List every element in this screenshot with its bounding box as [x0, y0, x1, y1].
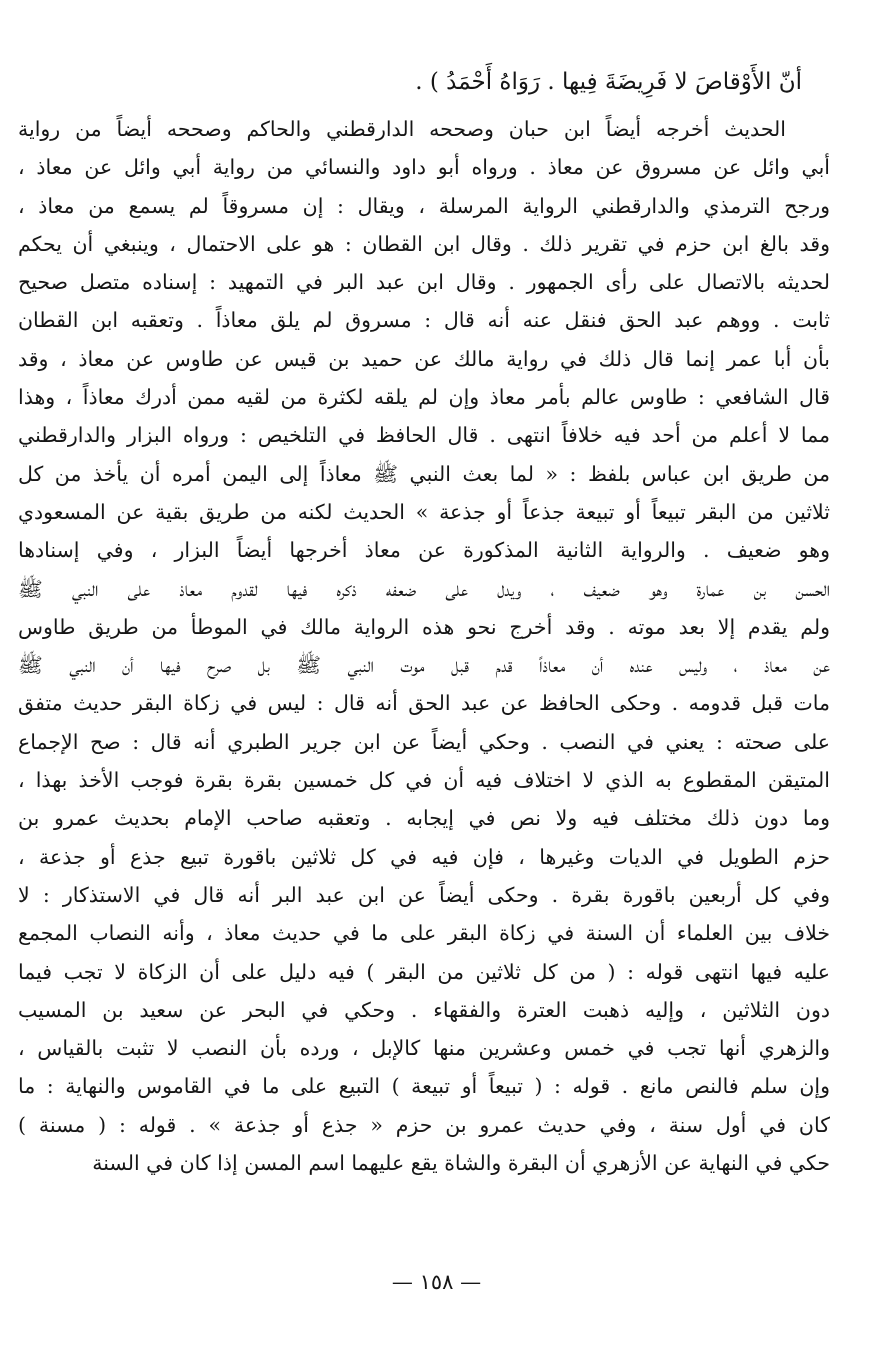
page-number: — ١٥٨ —: [391, 1270, 482, 1294]
text-line: المتيقن المقطوع به الذي لا اختلاف فيه أن في كل خمسين بقرة بقرة فوجب الأخذ بهذا ،: [18, 768, 830, 793]
text-line: وهو ضعيف . والرواية الثانية المذكورة عن معاذ أخرجها أيضاً البزار ، وفي إسنادها: [18, 538, 830, 563]
text-line: بأن أبا عمر إنما قال ذلك في رواية مالك عن حميد بن قيس عن طاوس عن معاذ ، وقد: [18, 346, 830, 371]
hadith-line: أنّ الأَوْقاصَ لا فَرِيضَةَ فِيها . رَوَاهُ أَحْمَدُ ) .: [415, 69, 802, 95]
text-line: خلاف بين العلماء أن السنة في زكاة البقر على ما في حديث معاذ ، وأنه النصاب المجمع: [18, 921, 830, 946]
text-line: أبي وائل عن مسروق عن معاذ . ورواه أبو داود والنسائي من رواية أبي وائل عن معاذ ،: [18, 155, 830, 180]
text-line: الحديث أخرجه أيضاً ابن حبان وصححه الدارقطني والحاكم وصححه أيضاً من رواية: [18, 117, 786, 141]
text-line: دون الثلاثين ، وإليه ذهبت العترة والفقهاء . وحكي في البحر عن سعيد بن المسيب: [18, 997, 830, 1022]
page-text-block: [18, 62, 830, 1182]
text-line: الحسن بن عمارة وهو ضعيف ، ويدل على ضعفه ذكره فيها لقدوم معاذ على النبي ﷺ: [18, 576, 830, 601]
text-line: عليه فيها انتهى قوله : ( من كل ثلاثين من البقر ) فيه دليل على أن الزكاة لا تجب فيما: [18, 959, 830, 984]
text-line: والزهري أنها تجب في خمس وعشرين منها كالإبل ، ورده بأن النصب لا تثبت بالقياس ،: [18, 1036, 830, 1061]
text-line: عن معاذ ، وليس عنده أن معاذاً قدم قبل موت النبي ﷺ بل صرح فيها أن النبي ﷺ: [18, 653, 830, 678]
text-line: وإن سلم فالنص مانع . قوله : ( تبيعاً أو تبيعة ) التبيع على ما في القاموس والنهاية : ما: [18, 1074, 830, 1099]
text-line: وفي كل أربعين باقورة بقرة . وحكى أيضاً عن ابن عبد البر أنه قال في الاستذكار : لا: [18, 882, 830, 907]
text-line: حزم الطويل في الديات وغيرها ، فإن فيه في كل ثلاثين باقورة تبيع جذع أو جذعة ،: [18, 844, 830, 869]
text-line: مما لا أعلم من أحد فيه خلافاً انتهى . قال الحافظ في التلخيص : ورواه البزار والدارقطني: [18, 423, 830, 448]
text-line: حكي في النهاية عن الأزهري أن البقرة والشاة يقع عليهما اسم المسن إذا كان في السنة: [92, 1151, 830, 1176]
text-line: وقد بالغ ابن حزم في تقرير ذلك . وقال ابن القطان : هو على الاحتمال ، وينبغي أن يحكم: [18, 231, 830, 256]
text-line: لحديثه بالاتصال على رأى الجمهور . وقال ابن عبد البر في التمهيد : إسناده متصل صحيح: [18, 270, 830, 295]
text-line: ثابت . ووهم عبد الحق فنقل عنه أنه قال : مسروق لم يلق معاذاً . وتعقبه ابن القطان: [18, 308, 830, 333]
text-line: ولم يقدم إلا بعد موته . وقد أخرج نحو هذه الرواية مالك في الموطأ من طريق طاوس: [18, 614, 830, 639]
text-line: من طريق ابن عباس بلفظ : « لما بعث النبي ﷺ معاذاً إلى اليمن أمره أن يأخذ من كل: [18, 461, 830, 486]
text-line: كان في أول سنة ، وفي حديث عمرو بن حزم « جذع أو جذعة » . قوله : ( مسنة ): [18, 1112, 830, 1137]
text-line: على صحته : يعني في النصب . وحكي أيضاً عن ابن جرير الطبري أنه قال : صح الإجماع: [18, 729, 830, 754]
text-line: وما دون ذلك مختلف فيه ولا نص في إيجابه . وتعقبه صاحب الإمام بحديث عمرو بن: [18, 806, 830, 831]
text-line: مات قبل قدومه . وحكى الحافظ عن عبد الحق أنه قال : ليس في زكاة البقر حديث متفق: [18, 691, 830, 716]
text-line: ثلاثين من البقر تبيعاً أو تبيعة جذعاً أو جذعة » الحديث لكنه من طريق بقية عن المسعودي: [18, 499, 830, 524]
text-line: قال الشافعي : طاوس عالم بأمر معاذ وإن لم يلقه لكثرة من لقيه ممن أدرك معاذاً ، وهذا: [18, 385, 830, 410]
text-line: ورجح الترمذي والدارقطني الرواية المرسلة ، ويقال : إن مسروقاً لم يسمع من معاذ ،: [18, 193, 830, 218]
